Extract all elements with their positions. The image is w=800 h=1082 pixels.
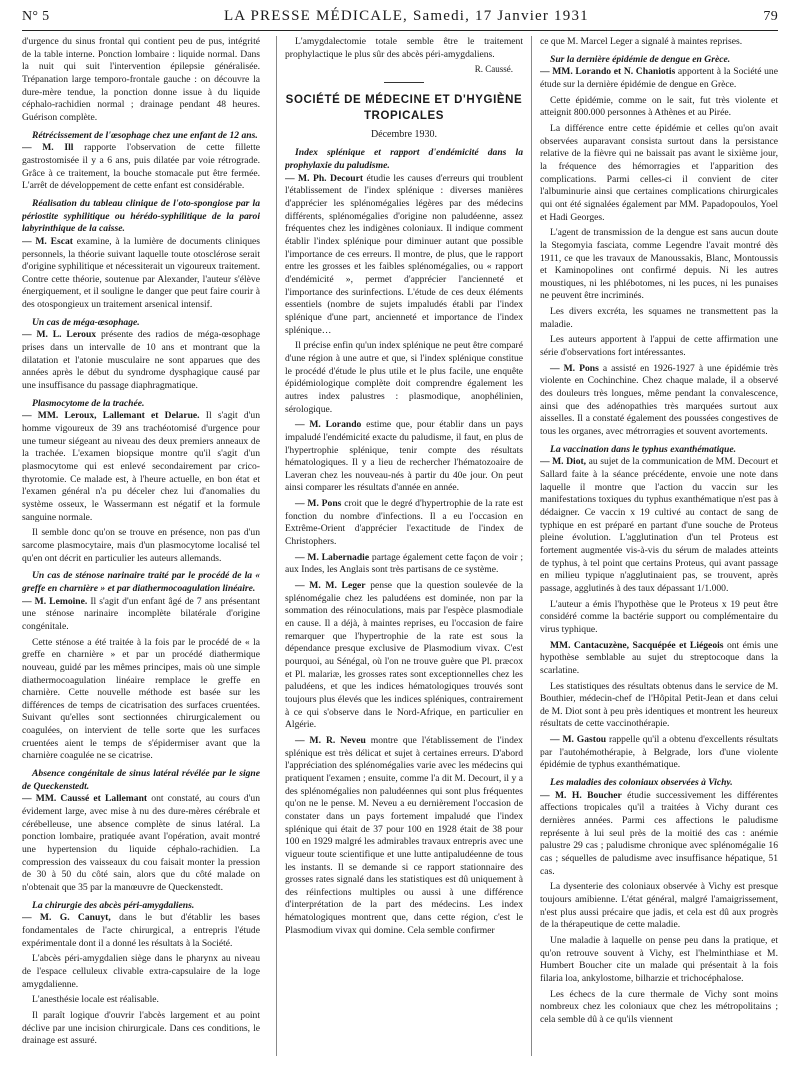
paragraph: Les auteurs apportent à l'appui de cette affirmation une série d'observations fort intéressantes.: [540, 334, 778, 359]
paragraph-text: a assisté en 1926-1927 à une épidémie très violente en Cochinchine. Chez chaque malade, il a observé des douleurs très longues, même pendant la convalescence, ainsi que des adénopathies très marquées surtout aux aisselles. Il a constaté également des poussées congestives de tous les organes, avec métrorragies et souvent avortements.: [540, 362, 778, 438]
paragraph: L'auteur a émis l'hypothèse que le Proteus x 19 peut être considéré comme la bactérie support ou complémentaire du virus typhique.: [540, 598, 778, 635]
paragraph: Cette épidémie, comme on le sait, fut très violente et atteignit 800.000 personnes à Athènes et au Pirée.: [540, 94, 778, 119]
paragraph: Il semble donc qu'on se trouve en présence, non pas d'un sarcome plasmocytaire, mais d'un plasmocytome localisé tel qu'en ont décrit en particulier les auteurs allemands.: [22, 527, 260, 564]
paragraph: L'anesthésie locale est réalisable.: [32, 994, 159, 1006]
article-heading: Plasmocytome de la trachée.: [32, 397, 145, 409]
signature: R. Caussé.: [474, 64, 513, 75]
author-name: — M. Diot,: [540, 456, 587, 468]
paragraph-text: montre que l'établissement de l'index splénique est très délicat et sujet à certaines erreurs. D'abord l'appréciation des splénomégalies varie avec les médecins qui pratiquent l'examen ; ensuite, comme l'a dit M. Decourt, il y a des splénomégalies non paludéennes qui sont plus fréquentes qu'on ne le pense. M. Neveu a eu dernièrement l'occasion de constater dans un pays fortement impaludé que l'index splénique qui était de 37 pour 100 en 1928 était de 38 pour 100 en 1929 malgré les admirables travaux entrepris avec une vigueur toute scientifique et une lutte antipaludéenne de tous les instants. Il se demande si ce rapport stationnaire des grosses rates signalé dans les statistiques est dû uniquement à des réinfections multiples ou aussi à une différence d'interprétation de la part des médecins. Les index hématologiques montrent que, dans cette région, c'est le Plasmodium vivax qui domine. Cela semble confirmer: [285, 734, 523, 936]
issue-number: N° 5: [22, 9, 50, 24]
article: [22, 198, 260, 312]
paragraph-text: Il s'agit d'un homme vigoureux de 39 ans trachéotomisé d'urgence pour une tumeur siégeant au niveau des deux premiers anneaux de la trachée. L'examen biopsique montre qu'il s'agit d'un plasmocytome qui est enlevé secondairement par crico-thyrotomie. Ce malade est, à l'heure actuelle, en bon état et l'examen général n'a pu déceler chez lui d'anomalies du système osseux, le Wassermann est négatif et la formule sanguine normale.: [22, 410, 260, 523]
author-name: — M. Ph. Decourt: [285, 172, 364, 184]
article: [285, 498, 523, 549]
article-heading: Un cas de méga-œsophage.: [32, 316, 140, 328]
paragraph-text: examine, à la lumière de documents cliniques personnels, la théorie suivant laquelle toute otosclérose serait d'origine syphilitique et nécessiterait un vigoureux traitement. Contre cette théorie, soutenue par Alexander, l'auteur s'élève énergiquement, et il souligne le danger que peut faire courir à des otospongieux un traitement arsenical intensif.: [22, 235, 260, 311]
column-divider: [276, 36, 277, 1056]
article: [540, 444, 778, 596]
article-heading: Absence congénitale de sinus latéral révélée par le signe de Queckenstedt.: [22, 768, 260, 792]
section-separator: [384, 82, 424, 83]
author-name: — M. Lemoine.: [22, 595, 88, 607]
author-name: — M. Pons: [295, 498, 342, 510]
article: [22, 900, 260, 951]
author-name: — M. Ill: [22, 142, 74, 154]
paragraph-text: au sujet de la communication de MM. Decourt et Sallard faite à la séance précédente, envoie une note dans laquelle il montre que l'action du vaccin sur les manifestations toxiques du typhus exanthématique n'est pas à dédaigner. Ce vaccin x 19 cultivé au contact de sang de typhique en est préparé en partant d'une souche de Proteus pleine évolution. L'agglutination d'un tel Proteus est fortement augmentée vis-à-vis du sérum de malades atteints de typhus, à tel point que certains Proteus, qui avant passage en milieu typique n'agglutinaient pas, se trouvent, après passage, agglutinés à des taux dépassant 1/1.000.: [540, 456, 778, 594]
page-header: [22, 8, 778, 28]
article: [22, 130, 260, 193]
paragraph-text: apportent à la Société une étude sur la dernière épidémie de dengue en Grèce.: [540, 66, 778, 90]
newspaper-title: LA PRESSE MÉDICALE, Samedi, 17 Janvier 1931: [223, 8, 589, 24]
paragraph: Les statistiques des résultats obtenus dans le service de M. Bouthier, médecin-chef de l'Hôpital Petit-Jean et dans celui de M. Diot sont à peu près identiques et montrent les heureux résultats de cette vaccinothérapie.: [540, 680, 778, 730]
article: [540, 54, 778, 92]
article: [22, 570, 260, 633]
column-2: [285, 36, 523, 1056]
author-name: — M. L. Leroux: [22, 329, 97, 341]
article: [540, 640, 778, 678]
article: [540, 734, 778, 772]
page-number: 79: [763, 9, 778, 24]
article: [540, 363, 778, 439]
paragraph: La dysenterie des coloniaux observée à Vichy est presque toujours amibienne. L'état général, malgré l'amaigrissement, n'est plus aussi précaire que jadis, et cela est dû aux progrès de la thérapeutique de cette maladie.: [540, 881, 778, 931]
paragraph: Il paraît logique d'ouvrir l'abcès largement et au point déclive par une incision chirurgicale. Dans ces conditions, le drainage est assuré.: [22, 1009, 260, 1047]
author-name: — M. Escat: [22, 235, 73, 247]
author-name: — M. G. Canuyt,: [22, 912, 111, 924]
author-name: — MM. Caussé et Lallemant: [22, 793, 148, 805]
article-heading: La chirurgie des abcès péri-amygdaliens.: [32, 899, 195, 911]
author-name: — MM. Lorando et N. Chaniotis: [540, 66, 676, 78]
paragraph-text: estime que, pour établir dans un pays impaludé l'endémicité exacte du paludisme, il faut, en plus de l'hypertrophie splénique, tenir compte des résultats hématologiques. Il y a lieu de rechercher l'hématozoaire de Laveran chez les nouveau-nés à partir du 40e jour. On peut ainsi comparer les résultats d'année en année.: [285, 419, 523, 494]
session-date: Décembre 1930.: [370, 129, 438, 141]
article-heading: Sur la dernière épidémie de dengue en Grèce.: [550, 53, 731, 65]
article-heading: Les maladies des coloniaux observées à Vichy.: [550, 777, 733, 789]
paragraph-text: dans le but d'établir les bases fondamentales de l'acte chirurgical, a entrepris l'étude expérimentale dont il a donné les résultats à la Société.: [22, 912, 260, 949]
column-3: [540, 36, 778, 1056]
author-name: — M. R. Neveu: [295, 734, 366, 746]
article-heading: Rétrécissement de l'œsophage chez une enfant de 12 ans.: [32, 129, 258, 141]
paragraph: L'agent de transmission de la dengue est sans aucun doute la Stegomyia fasciata, comme Legendre l'avait montré dès 1911, ce que les travaux de Manoussakis, Blanc, Montoussis et Kaminopolines ont confirmé depuis. Ni les autres moustiques, ni les phlébotomes, ni les puces, ni les punaises ne peuvent être incriminés.: [540, 227, 778, 302]
article: [285, 147, 523, 337]
author-name: — MM. Leroux, Lallemant et Delarue.: [22, 410, 200, 422]
article: [540, 777, 778, 878]
author-name: — M. Gastou: [550, 734, 607, 746]
author-name: — M. Labernadie: [295, 551, 370, 563]
author-name: — M. M. Leger: [295, 580, 366, 592]
paragraph: Une maladie à laquelle on pense peu dans la pratique, et qu'on retrouve souvent à Vichy, est l'helminthiase et M. Humbert Boucher cite un malade qui présentait à la fois filaria loa, ankylostome, bilharzie et trichocéphalose.: [540, 934, 778, 984]
paragraph: Les échecs de la cure thermale de Vichy sont moins nombreux chez les coloniaux que chez les métropolitains ; cela semble dû à ce qu'ils viennent: [540, 988, 778, 1025]
paragraph-text: partage également cette façon de voir ; aux Indes, les Anglais sont très partisans de ce système.: [285, 551, 523, 576]
paragraph-text: croit que le degré d'hypertrophie de la rate est fonction du nombre d'infections. Il a eu l'occasion en Extrême-Orient d'apprécier l'exactitude de l'index de Christophers.: [285, 498, 523, 548]
paragraph: L'amygdalectomie totale semble être le traitement prophylactique le plus sûr des abcès péri-amygdaliens.: [285, 36, 523, 60]
paragraph: La différence entre cette épidémie et celles qu'on avait observées auparavant consista surtout dans la persistance relative de la fièvre qui ne baissait pas avant le sixième jour, la fréquence des hémorragies et l'apparition des complications. Parmi celles-ci il convient de citer l'albuminurie ainsi que certaines complications chirurgicales qui ont été signalées également par MM. Papadopoulos, Yoel et Hadi Georges.: [540, 122, 778, 223]
author-name: — M. Lorando: [295, 419, 362, 431]
paragraph: L'abcès péri-amygdalien siège dans le pharynx au niveau de l'espace celluleux clivable extra-capsulaire de la loge amygdalienne.: [22, 953, 260, 990]
paragraph-text: étudie successivement les différentes affections tropicales qu'il a traitées à Vichy durant ces dernières années. Parmi ces affections le paludisme représente à lui seul près de la moitié des cas : anémie palustre 29 cas ; paludisme chronique avec splénomégalie 16 cas ; séquelles de paludisme avec insuffisance hépatique, 51 cas.: [540, 789, 778, 877]
author-name: — M. Pons: [550, 362, 599, 374]
paragraph-text: présente des radios de méga-œsophage prises dans un intervalle de 10 ans et montrant que la dilatation et l'atonie musculaire ne sont apparues que des années après le début du syndrome dysphagique causé par une insuffisance du passage diaphragmatique.: [22, 329, 260, 392]
article: [285, 419, 523, 495]
article-heading: Un cas de sténose narinaire traité par le procédé de la « greffe en charnière » et par diathermocoagulation linéaire.: [22, 570, 260, 594]
article-heading: La vaccination dans le typhus exanthématique.: [550, 443, 737, 455]
article: [285, 580, 523, 732]
paragraph-text: étudie les causes d'erreurs qui troublent l'établissement de l'index splénique : diverses manières d'apprécier les splénomégalies légères par des médecins différents, splénomégalies d'origine non paludéenne, assez fréquentes chez les indigènes coloniaux. Il indique comment établir l'index splénique pour diminuer autant que possible l'importance de ces erreurs. Il montre, de plus, que le rapport entre les grosses et les faibles splénomégalies, ou « rapport d'endémicité », permet d'apprécier l'ancienneté et l'importance des surinfections. L'étude de ces deux éléments essentiels (nombre de sujets impaludés établi par l'index splénique d'une part, ancienneté et importance de l'index splénique…: [285, 172, 523, 336]
article-heading: Index splénique et rapport d'endémicité dans la prophylaxie du paludisme.: [285, 147, 523, 172]
paragraph-text: rapporte l'observation de cette fillette gastrostomisée il y a 6 ans, puis dilatée par voie rétrograde. Grâce à ce traitement, la bouche stomacale put être fermée. L'arrêt de développement de cette enfant est considérable.: [22, 142, 260, 192]
article: [285, 735, 523, 938]
column-divider: [531, 36, 532, 1056]
article: [22, 317, 260, 393]
paragraph: Cette sténose a été traitée à la fois par le procédé de « la greffe en charnière » et par un procédé diathermique nouveau, guidé par les mêmes principes, mais où une simple diathermocoagulation linéaire remplace le greffe en charnière. Cette nouvelle méthode est basée sur les différences de temps de cicatrisation des surfaces cruentées. Suivant qu'elles sont sectionnées chirurgicalement ou coagulées, on intervient de telle sorte que les surfaces cruentées aient le temps de s'épidermiser avant que la charnière coagulée ne se cicatrise.: [22, 636, 260, 762]
paragraph: d'urgence du sinus frontal qui contient peu de pus, intégrité de la table interne. Ponction lombaire : liquide normal. Dans la nuit qui suit l'intervention épilepsie généralisée. Trépanation large temporo-frontale gauche : on découvre la dure-mère tendue, la ponction donne issue à du liquide céphalo-rachidien normal ; drainage pendant 48 heures. Guérison complète.: [22, 36, 260, 123]
article-heading: Réalisation du tableau clinique de l'oto-spongiose par la périostite syphilitique ou hérédo-syphilitique de la paroi labyrinthique de la caisse.: [22, 197, 260, 235]
society-heading: SOCIÉTÉ DE MÉDECINE ET D'HYGIÈNE TROPICALES: [285, 94, 523, 122]
article: [285, 552, 523, 577]
author-name: — M. H. Boucher: [540, 789, 622, 801]
author-name: MM. Cantacuzène, Sacquépée et Liégeois: [550, 639, 724, 651]
paragraph: Les divers excréta, les squames ne transmettent pas la maladie.: [540, 306, 778, 330]
column-1: [22, 36, 260, 1056]
paragraph-text: Il s'agit d'un enfant âgé de 7 ans présentant une sténose narinaire incomplète bilatérale d'origine congénitale.: [22, 595, 260, 632]
paragraph: ce que M. Marcel Leger a signalé à maintes reprises.: [540, 36, 743, 47]
paragraph-text: ont émis une hypothèse semblable au sujet du streptocoque dans la scarlatine.: [540, 639, 778, 676]
article: [22, 398, 260, 525]
paragraph-text: rappelle qu'il a obtenu d'excellents résultats par l'autohémothérapie, à Belgrade, lors d'une violente épidémie de typhus exanthématique.: [540, 734, 778, 771]
paragraph-text: ont constaté, au cours d'un évidement large, avec mise à nu des dure-mères cérébrale et cérébelleuse, une absence complète de sinus latéral. La ponction lombaire, pratiquée avant l'opération, avait montré une hypertension du liquide céphalo-rachidien. La compression des vaisseaux du cou faisait monter la pression de 30 à 50 du côté sain, alors que du côté malade on n'obtenait que 35 par la manœuvre de Queckenstedt.: [22, 793, 260, 893]
header-rule: [22, 30, 778, 31]
paragraph: Il précise enfin qu'un index splénique ne peut être comparé d'une région à une autre et que, si l'index splénique constitue le procédé d'étude le plus utile et le plus facile, une enquête épidémiologique complète doit comprendre également les autres index palustres : plasmodique, anophélinien, sérologique.: [285, 340, 523, 415]
paragraph-text: pense que la question soulevée de la splénomégalie chez les paludéens est dominée, non par la sommation des réinoculations, mais par l'espèce plasmodiale en cause. Il a déjà, à maintes reprises, eu l'occasion de faire remarquer que l'hypertrophie de la rate est sous la dépendance presque exclusive de Plasmodium vivax. C'est pourquoi, au Sénégal, où l'on ne trouve guère que Pl. præcox et Pl. malariæ, les grosses rates sont exceptionnelles chez les paludéens, et que les indices hématologiques trouvés sont toujours plus élevés que les indices spléniques, contrairement à ce qui s'observe dans le Nord-Afrique, en particulier en Algérie.: [285, 580, 523, 731]
article: [22, 768, 260, 895]
